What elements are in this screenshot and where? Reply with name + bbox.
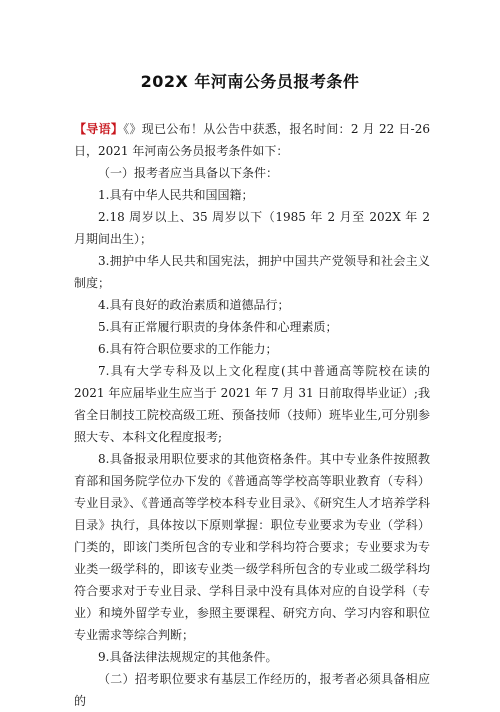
- document-body: [74, 118, 430, 712]
- condition-item-7: 7.具有大学专科及以上文化程度(其中普通高等院校在读的 2021 年应届毕业生应当于 2021 年 7 月 31 日前取得毕业证）;我省全日制技工院校高级工班、预备技师（技师）班毕业生,可分别参照大专、本科文化程度报考;: [74, 364, 430, 444]
- intro-tag: 【导语】: [74, 122, 124, 136]
- intro-paragraph: [74, 118, 430, 162]
- condition-item-9: 9.具备法律法规规定的其他条件。: [98, 650, 278, 664]
- condition-item-2: 2.18 周岁以上、35 周岁以下（1985 年 2 月至 202X 年 2 月期间出生）；: [74, 210, 430, 246]
- condition-item-6: 6.具有符合职位要求的工作能力；: [98, 342, 278, 356]
- condition-item-5: 5.具有正常履行职责的身体条件和心理素质；: [98, 320, 338, 334]
- condition-item-4: 4.具有良好的政治素质和道德品行；: [98, 298, 290, 312]
- condition-item-3: 3.拥护中华人民共和国宪法，拥护中国共产党领导和社会主义制度；: [74, 254, 430, 290]
- condition-item-8: 8.具备报录用职位要求的其他资格条件。其中专业条件按照教育部和国务院学位办下发的《普通高等学校高等职业教育（专科）专业目录》、《普通高等学校本科专业目录》、《研究生人才培养学科目录》执行，具体按以下原则掌握：职位专业要求为专业（学科）门类的，即该门类所包含的专业和学科均符合要求；专业要求为专业类一级学科的，即该专业类一级学科所包含的专业或二级学科均符合要求对于专业目录、学科目录中没有具体对应的自设学科（专业）和境外留学专业，参照主要课程、研究方向、学习内容和职位专业需求等综合判断；: [74, 452, 430, 642]
- condition-item-1: 1.具有中华人民共和国国籍；: [98, 188, 254, 202]
- section-heading-1: （一）报考者应当具备以下条件：: [98, 166, 279, 180]
- page-title: 202X 年河南公务员报考条件: [140, 72, 360, 91]
- section-heading-2: （二）招考职位要求有基层工作经历的，报考者必须具备相应的: [74, 672, 430, 708]
- intro-text: 《》现已公布！从公告中获悉，报名时间：2 月 22 日-26 日，2021 年河南公务员报考条件如下：: [74, 122, 430, 158]
